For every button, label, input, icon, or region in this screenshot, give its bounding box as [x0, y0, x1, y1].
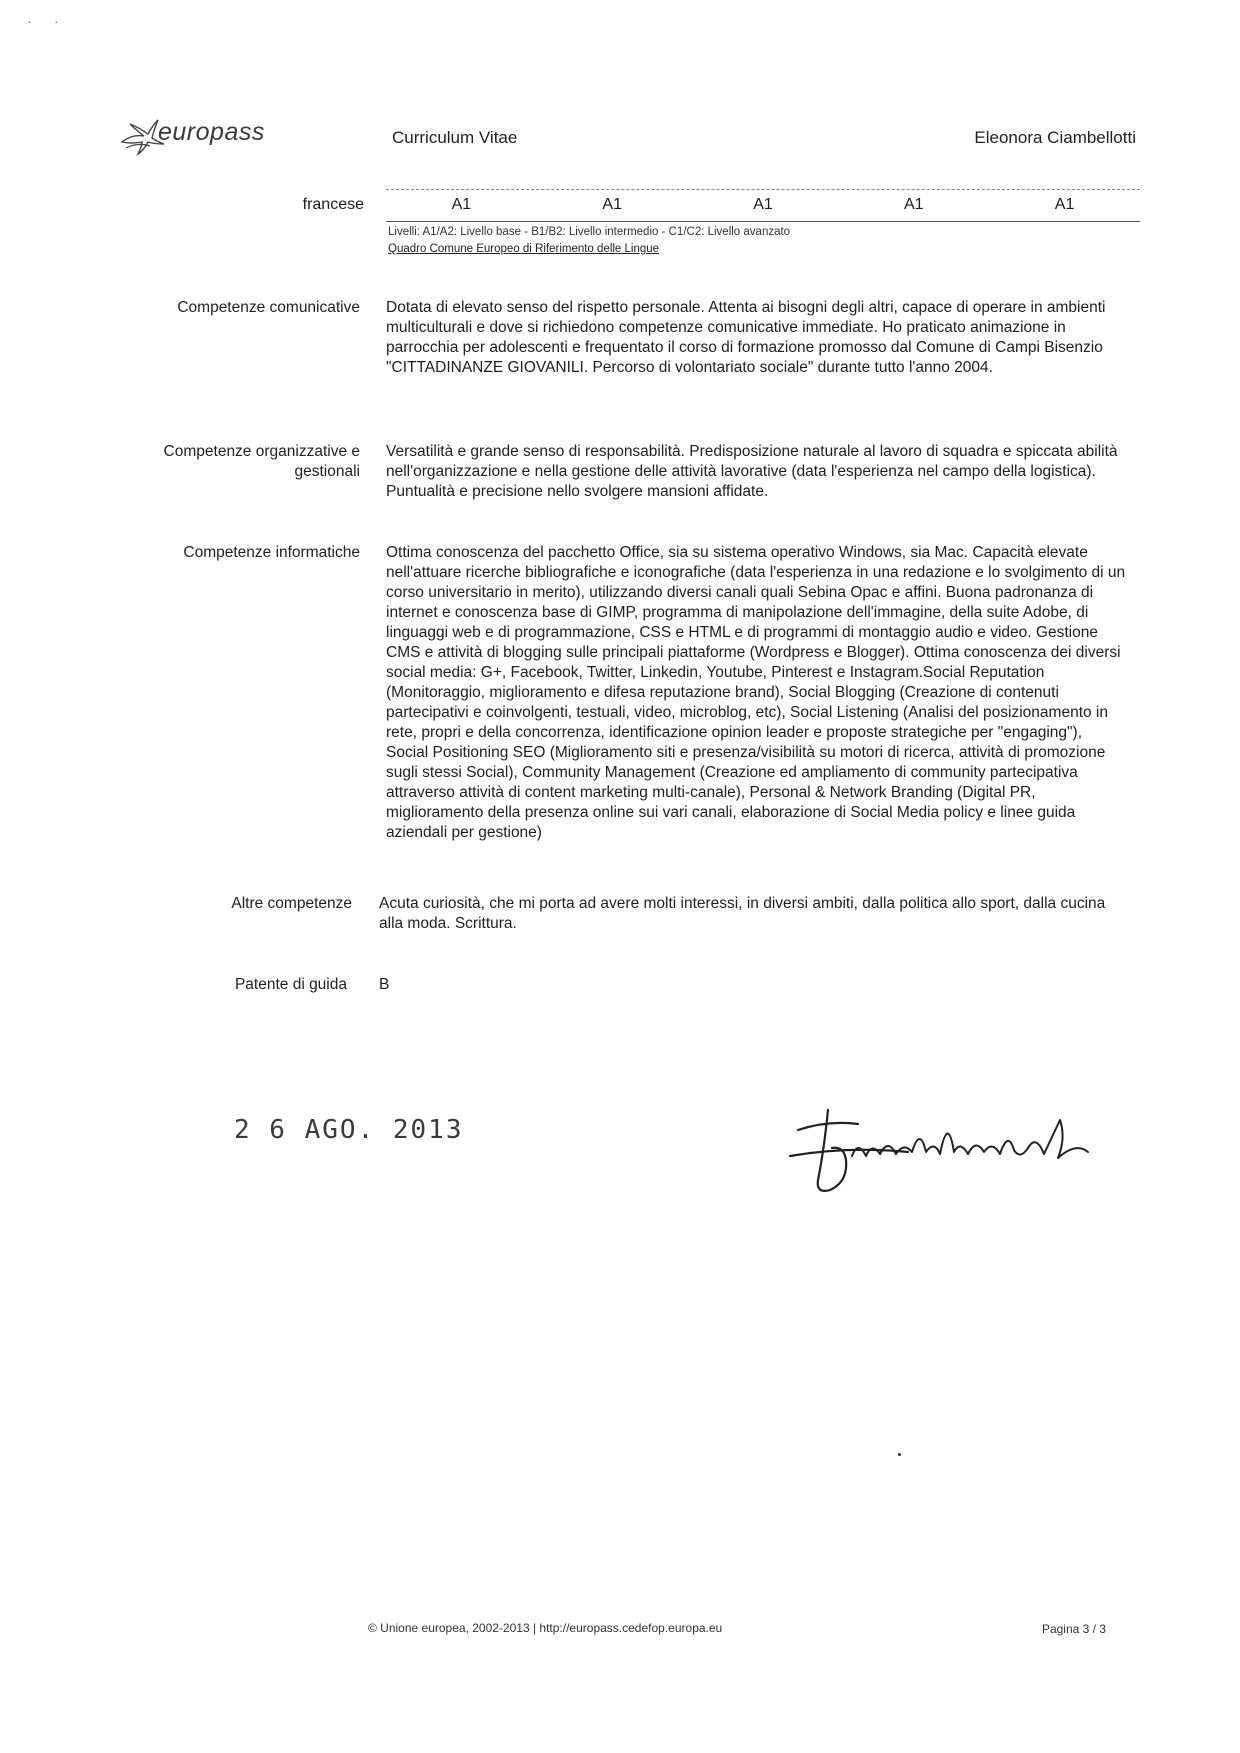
- level-listening: A1: [451, 196, 472, 213]
- person-name: Eleonora Ciambellotti: [974, 128, 1136, 147]
- section-label-patente: Patente di guida: [234, 976, 347, 993]
- footer-page-number: Pagina 3 / 3: [1041, 1622, 1106, 1636]
- divider: [386, 189, 1140, 190]
- level-reading: A1: [602, 196, 622, 213]
- section-label-altre: Altre competenze: [231, 895, 352, 912]
- level-interaction: A1: [753, 196, 773, 213]
- section-text-patente: B: [379, 976, 390, 993]
- section-label-informatiche: Competenze informatiche: [183, 544, 360, 561]
- section-text-organizzative: Versatilità e grande senso di responsabilità. Predisposizione naturale al lavoro di squadra e spiccata abilità nell'organizzazione e nella gestione delle attività lavorative (data l'esperienza nel campo della logistica). Puntualità e precisione nello svolgere mansioni affidate.: [386, 443, 1118, 500]
- date-stamp: 2 6 AGO. 2013: [234, 1115, 464, 1145]
- logo-text: europass: [158, 118, 265, 146]
- divider: [386, 221, 1140, 222]
- section-text-altre: Acuta curiosità, che mi porta ad avere molti interessi, in diversi ambiti, dalla politica allo sport, dalla cucina alla moda. Scrittura.: [379, 895, 1106, 932]
- language-name: francese: [302, 196, 364, 213]
- level-writing: A1: [1054, 196, 1075, 213]
- framework-link[interactable]: Quadro Comune Europeo di Riferimento delle Lingue: [388, 243, 660, 255]
- section-text-informatiche: Ottima conoscenza del pacchetto Office, sia su sistema operativo Windows, sia Mac. Capacità elevate nell'attuare ricerche bibliografiche e iconografiche (data l'esperienza in una redazione e lo svolgimento di un corso universitario in merito), utilizzando diversi canali quali Sebina Opac e affini. Buona padronanza di internet e conoscenza base di GIMP, programma di manipolazione dell'immagine, della suite Adobe, di linguaggi web e di programmazione, CSS e HTML e di programmi di montaggio audio e video. Gestione CMS e attività di blogging sulle principali piattaforme (Wordpress e Blogger). Ottima conoscenza dei diversi social media: G+, Facebook, Twitter, Linkedin, Youtube, Pinterest e Instagram.Social Reputation (Monitoraggio, miglioramento e difesa reputazione brand), Social Blogging (Creazione di contenuti partecipativi e coinvolgenti, testuali, video, microblog, etc), Social Listening (Analisi del posizionamento in rete, propri e della concorrenza, identificazione opinion leader e proposte strategiche per "engaging"), Social Positioning SEO (Miglioramento siti e presenza/visibilità su motori di ricerca, attività di promozione sugli stessi Social), Community Management (Creazione ed ampliamento di community partecipativa attraverso attività di content marketing multi-canale), Personal & Network Branding (Digital PR, miglioramento della presenza online sui vari canali, elaborazione di Social Media policy e linee guida aziendali per gestione): [386, 544, 1126, 841]
- handwritten-signature: [788, 1090, 1148, 1205]
- footer-copyright: © Unione europea, 2002-2013 | http://europass.cedefop.europa.eu: [368, 1621, 723, 1635]
- level-production: A1: [904, 196, 924, 213]
- levels-note: Livelli: A1/A2: Livello base - B1/B2: Livello intermedio - C1/C2: Livello avanzato: [388, 226, 791, 238]
- section-label-organizzative: Competenze organizzative e gestionali: [163, 443, 360, 480]
- language-levels: [386, 196, 1140, 214]
- europass-logo: [118, 112, 288, 158]
- scan-specks: . .: [28, 12, 69, 26]
- scan-speck: [898, 1453, 901, 1456]
- document-title: Curriculum Vitae: [392, 128, 518, 147]
- section-label-comunicative: Competenze comunicative: [177, 299, 360, 316]
- section-text-comunicative: Dotata di elevato senso del rispetto personale. Attenta ai bisogni degli altri, capace di operare in ambienti multiculturali e dove si richiedono competenze comunicative immediate. Ho praticato animazione in parrocchia per adolescenti e frequentato il corso di formazione promosso dal Comune di Campi Bisenzio "CITTADINANZE GIOVANILI. Percorso di volontariato sociale" durante tutto l'anno 2004.: [386, 299, 1106, 376]
